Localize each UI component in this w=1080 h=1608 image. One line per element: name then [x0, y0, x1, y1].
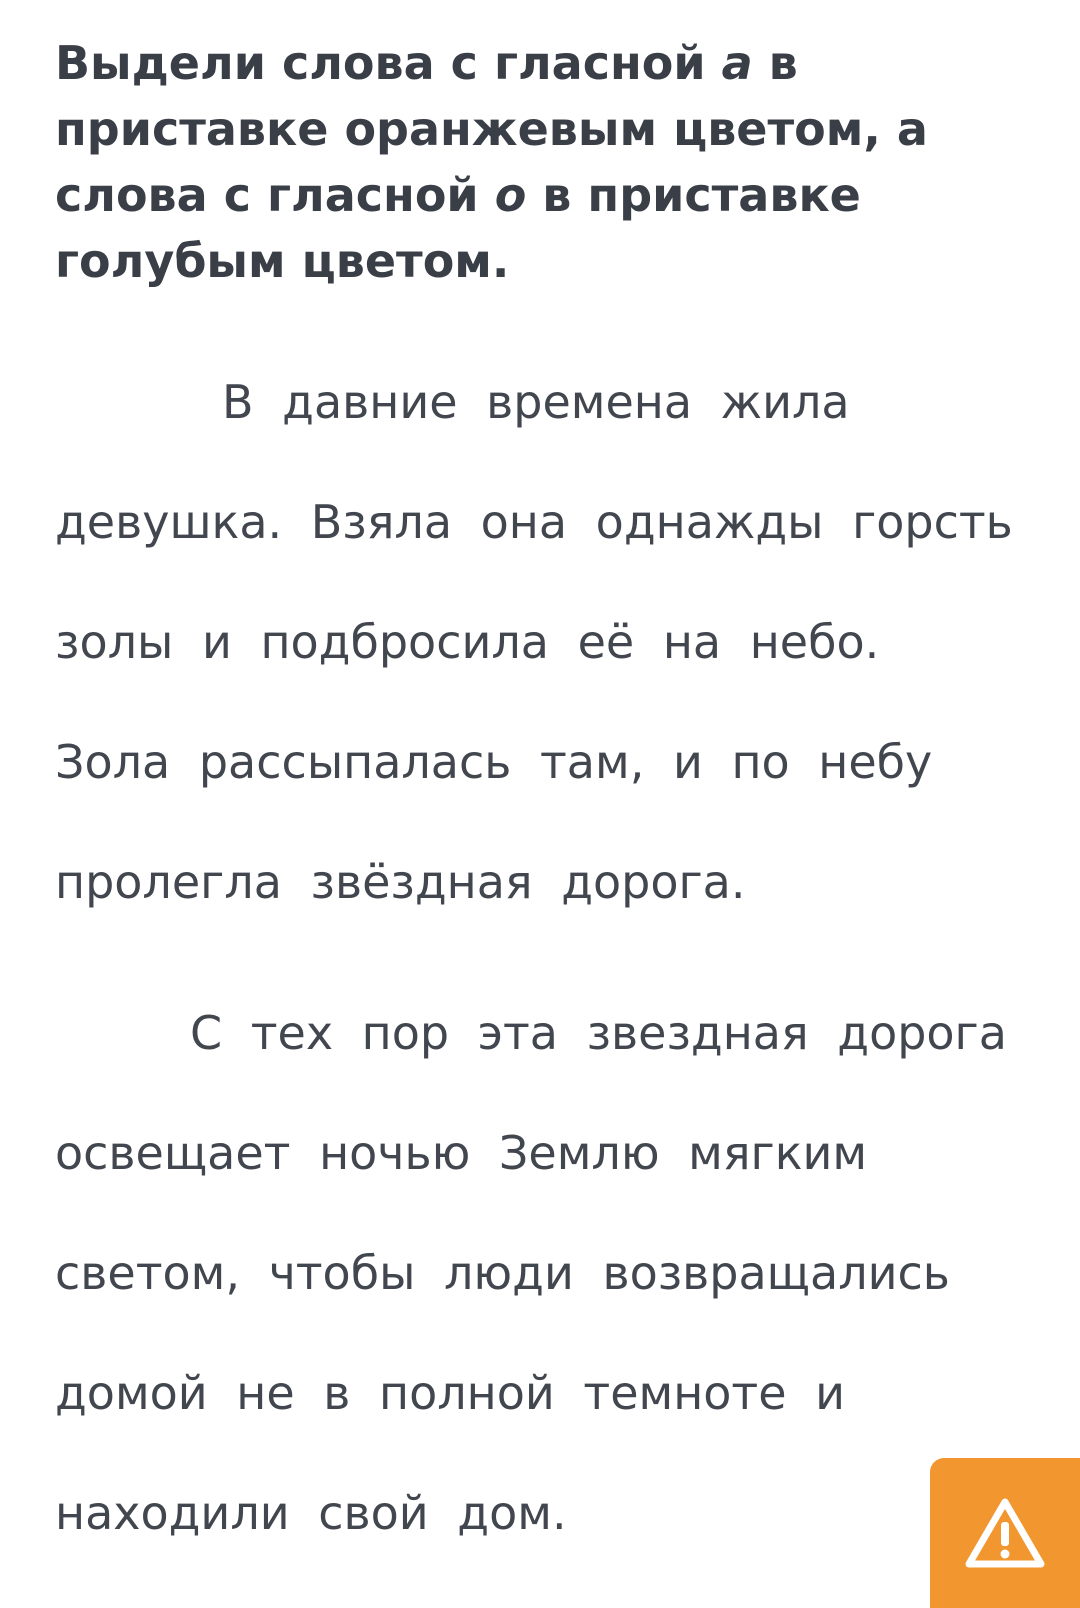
text-line-3: золы и подбросила её на небо.: [55, 615, 880, 669]
vowel-a: а: [721, 36, 753, 90]
text-line-9: домой не в полной темноте и: [55, 1366, 846, 1420]
text-line-6: С тех пор эта звездная дорога: [190, 1006, 1007, 1060]
text-line-1: В давние времена жила: [222, 375, 850, 429]
task-text-part-3: в приставке голубым цветом.: [55, 168, 861, 288]
text-line-2: девушка. Взяла она однажды горсть: [55, 495, 1013, 549]
warning-icon: [963, 1496, 1047, 1570]
text-line-8: светом, чтобы люди возвращались: [55, 1246, 950, 1300]
task-text-part-2: в приставке оранжевым цветом, а слова с гласной: [55, 36, 928, 222]
report-problem-button[interactable]: [930, 1458, 1080, 1608]
text-line-5: пролегла звёздная дорога.: [55, 855, 746, 909]
text-line-4: Зола рассыпалась там, и по небу: [55, 735, 933, 789]
text-line-7: освещает ночью Землю мягким: [55, 1126, 868, 1180]
vowel-o: о: [494, 168, 527, 222]
task-text-part-1: Выдели слова с гласной: [55, 36, 722, 90]
text-line-10: находили свой дом.: [55, 1486, 567, 1540]
task-instruction: [55, 30, 1015, 294]
